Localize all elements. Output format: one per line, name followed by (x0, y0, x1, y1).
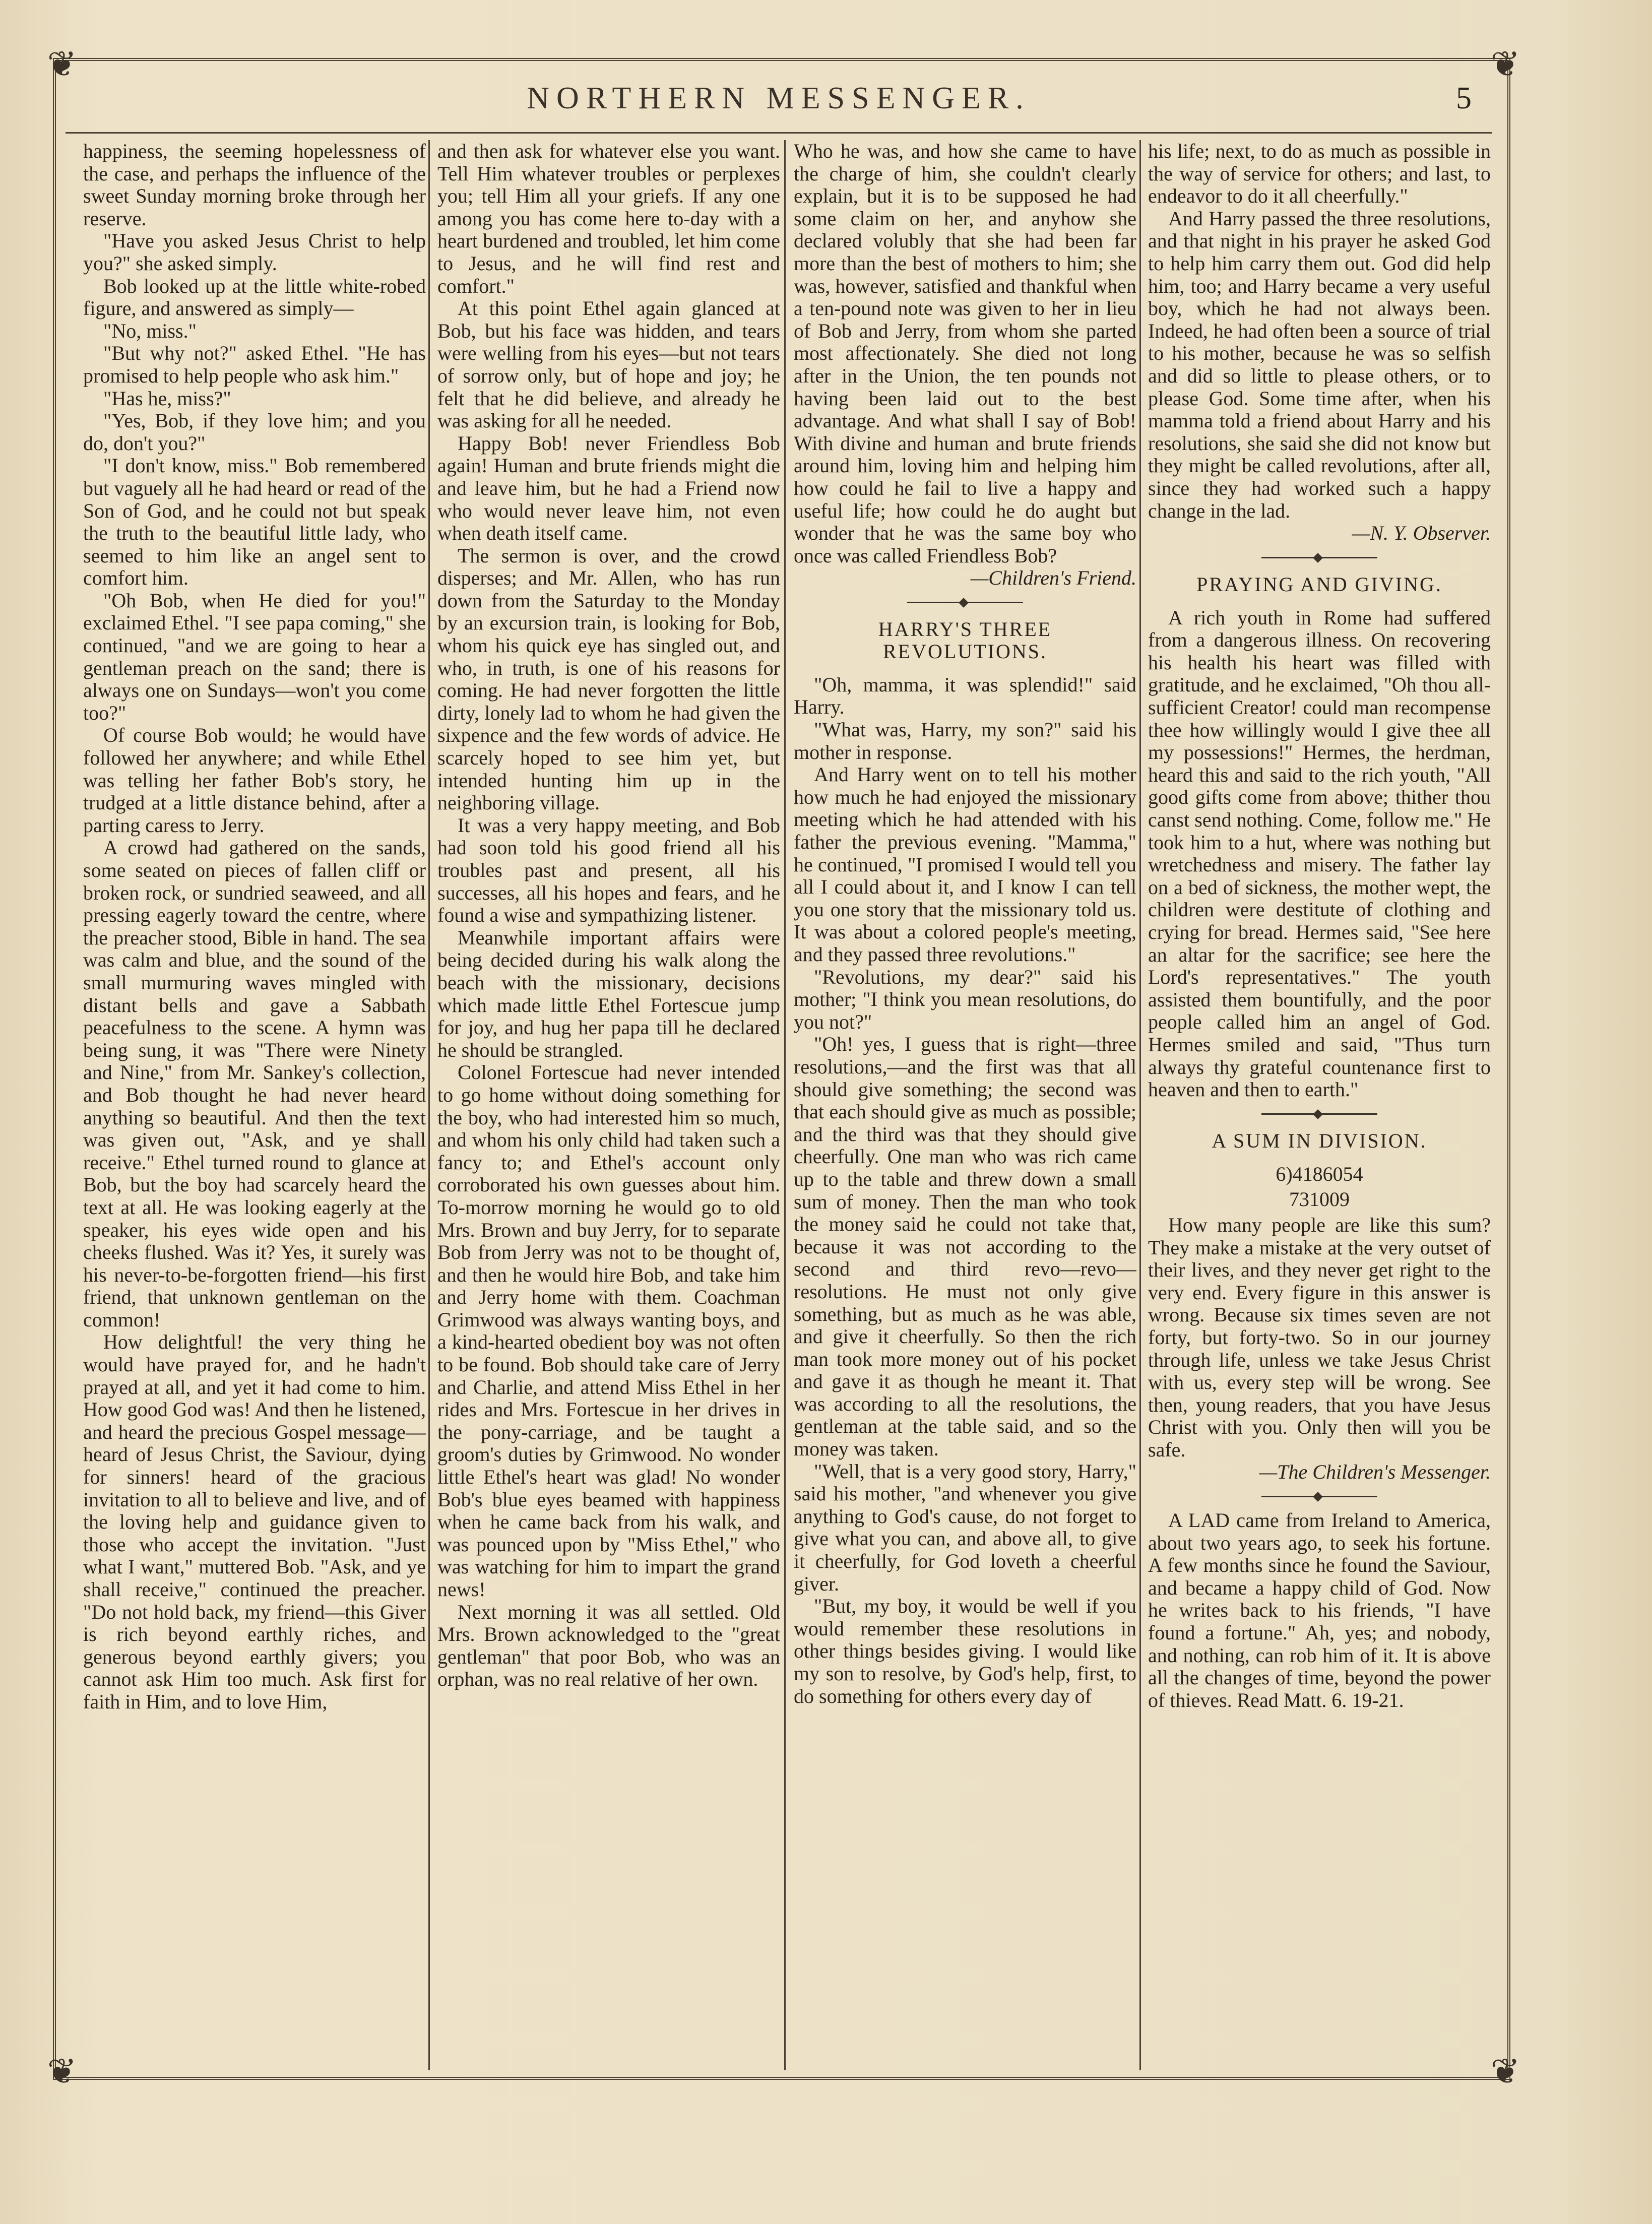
column-4 (1148, 140, 1491, 2070)
paragraph: happiness, the seeming hopelessness of the case, and perhaps the influence of the sweet Sunday morning broke through her reserve. (83, 140, 426, 230)
article-heading: PRAYING AND GIVING. (1196, 573, 1442, 596)
paragraph: Next morning it was all settled. Old Mrs. Brown acknowledged to the "great gentleman" that poor Bob, who was an orphan, was no real relative of her own. (437, 1600, 780, 1691)
paragraph: How delightful! the very thing he would have prayed for, and he hadn't prayed at all, and yet it had come to him. How good God was! And then he listened, and heard the precious Gospel message—heard of Jesus Christ, the Saviour, dying for sinners! heard of the gracious invitation to all to believe and live, and of the loving help and guidance given to those who accept the invitation. "Just what I want," muttered Bob. "Ask, and ye shall receive," continued the preacher. "Do not hold back, my friend—this Giver is rich beyond earthly riches, and generous beyond earthly givers; you cannot ask Him too much. Ask first for faith in Him, and to love Him, (83, 1330, 426, 1713)
masthead-title: NORTHERN MESSENGER. (527, 81, 1031, 115)
corner-ornament-top-right: ❦ (1490, 43, 1520, 85)
paragraph: "No, miss." (103, 319, 197, 342)
paragraph: "Have you asked Jesus Christ to help you?" she asked simply. (83, 229, 426, 275)
column-separator (784, 140, 786, 2070)
paragraph: How many people are like this sum? They make a mistake at the very outset of their lives, and they never get right to the very end. Every figure in this answer is wrong. Because six times seven are not forty, but forty-two. So in our journey through life, unless we take Jesus Christ with us, every step will be wrong. See then, young readers, that you have Jesus Christ with you. Only then will you be safe. (1148, 1213, 1491, 1461)
division-quotient: 731009 (1289, 1188, 1350, 1211)
corner-ornament-bottom-right: ❦ (1490, 2051, 1520, 2092)
paragraph: and then ask for whatever else you want. Tell Him whatever troubles or perplexes you; tell Him all your griefs. If any one among you has come here to-day with a heart burdened and troubled, let him come to Jesus, and he will find rest and comfort." (437, 140, 780, 297)
paragraph: A LAD came from Ireland to America, about two years ago, to seek his fortune. A few months since he found the Saviour, and became a happy child of God. Now he writes back to his friends, "I have found a fortune." Ah, yes; and nobody, and nothing, can rob him of it. It is above all the changes of time, beyond the power of thieves. Read Matt. 6. 19-21. (1148, 1509, 1491, 1711)
page-number: 5 (1456, 81, 1472, 115)
column-3 (794, 140, 1136, 2070)
paragraph: The sermon is over, and the crowd disperses; and Mr. Allen, who has run down from the Saturday to the Monday by an excursion train, is looking for Bob, whom his quick eye has singled out, and who, in truth, is one of his reasons for coming. He had never forgotten the little dirty, lonely lad to whom he had given the sixpence and the few words of advice. He scarcely hoped to see him yet, but intended hunting him up in the neighboring village. (437, 544, 780, 814)
paragraph: "Has he, miss?" (103, 387, 231, 410)
paragraph: A rich youth in Rome had suffered from a dangerous illness. On recovering his health his heart was filled with gratitude, and he exclaimed, "Oh thou all-sufficient Creator! could man recompense thee how willingly would I give thee all my possessions!" Hermes, the herdman, heard this and said to the rich youth, "All good gifts come from above; thither thou canst send nothing. Come, follow me." He took him to a hut, where was nothing but wretchedness and misery. The father lay on a bed of sickness, the mother wept, the children were destitute of clothing and crying for bread. Hermes said, "See here an altar for the sacrifice; see here the Lord's representatives." The youth assisted them bountifully, and the poor people called him an angel of God. Hermes smiled and said, "Thus turn always thy grateful countenance first to heaven and then to earth." (1148, 606, 1491, 1101)
corner-ornament-top-left: ❦ (47, 43, 77, 85)
column-separator (428, 140, 430, 2070)
division-problem: 6)4186054 (1276, 1162, 1363, 1185)
paragraph: And Harry passed the three resolutions, and that night in his prayer he asked God to help him carry them out. God did help him, too; and Harry became a very useful boy, which he had not always been. Indeed, he had often been a source of trial to his mother, because he was so selfish and did so little to please others, or to please God. Some time after, when his mamma told a friend about Harry and his resolutions, she said she did not know but they might be called revolutions, after all, since they had worked such a happy change in the lad. (1148, 207, 1491, 522)
paragraph: Colonel Fortescue had never intended to go home without doing something for the boy, who had interested him so much, and whom his only child had taken such a fancy to; and Ethel's account only corroborated his own guesses about him. To-morrow morning he would go to old Mrs. Brown and buy Jerry, for to separate Bob from Jerry was not to be thought of, and then he would hire Bob, and take him and Jerry home with them. Coachman Grimwood was always wanting boys, and a kind-hearted obedient boy was not often to be found. Bob should take care of Jerry and Charlie, and attend Miss Ethel in her rides and Mrs. Fortescue in her drives in the pony-carriage, and be taught a groom's duties by Grimwood. No wonder little Ethel's heart was glad! No wonder Bob's blue eyes beamed with happiness when he came back from his walk, and was pounced upon by "Miss Ethel," who was watching for him to impart the grand news! (437, 1061, 780, 1601)
page-header (66, 81, 1492, 136)
paragraph: "Yes, Bob, if they love him; and you do, don't you?" (83, 409, 426, 455)
paragraph: Of course Bob would; he would have followed her anywhere; and while Ethel was telling her father Bob's story, he trudged at a little distance behind, after a parting caress to Jerry. (83, 724, 426, 837)
paragraph: Bob looked up at the little white-robed figure, and answered as simply— (83, 274, 426, 320)
paragraph: "Oh Bob, when He died for you!" exclaimed Ethel. "I see papa coming," she continued, "and we are going to hear a gentleman preach on the sand; there is always one on Sundays—won't you come too?" (83, 589, 426, 724)
section-divider (907, 602, 1023, 603)
column-2 (437, 140, 780, 2070)
article-heading: HARRY'S THREE REVOLUTIONS. (878, 617, 1052, 663)
paragraph: "Oh! yes, I guess that is right—three resolutions,—and the first was that all should give something; the second was that each should give as much as possible; and the third was that they should give cheerfully. One man who was rich came up to the table and threw down a small sum of money. Then the man who took the money said he could not take that, because it was not according to the second and third revo—revo—resolutions. He must not only give something, but as much as he was able, and give it cheerfully. So then the rich man took more money out of his pocket and gave it as though he meant it. That was according to all the resolutions, the gentleman at the table said, and so the money was taken. (794, 1033, 1136, 1460)
paragraph: Happy Bob! never Friendless Bob again! Human and brute friends might die and leave him, but he had a Friend now who would never leave him, not even when death itself came. (437, 431, 780, 545)
column-separator (1139, 140, 1141, 2070)
source-credit: —The Children's Messenger. (1259, 1460, 1491, 1484)
section-divider (1261, 557, 1377, 558)
article-heading: A SUM IN DIVISION. (1212, 1129, 1427, 1152)
paragraph: "What was, Harry, my son?" said his mother in response. (794, 718, 1136, 764)
paragraph: his life; next, to do as much as possible in the way of service for others; and last, to endeavor to do it all cheerfully." (1148, 140, 1491, 208)
paragraph: Meanwhile important affairs were being decided during his walk along the beach with the missionary, decisions which made little Ethel Fortescue jump for joy, and hug her papa till he declared he should be strangled. (437, 926, 780, 1061)
paragraph: "I don't know, miss." Bob remembered but vaguely all he had heard or read of the Son of God, and he could not but speak the truth to the beautiful little lady, who seemed to him like an angel sent to comfort him. (83, 454, 426, 590)
paragraph: "But, my boy, it would be well if you would remember these resolutions in other things besides giving. I would like my son to resolve, by God's help, first, to do something for others every day of (794, 1595, 1136, 1707)
paragraph: "Oh, mamma, it was splendid!" said Harry. (794, 673, 1136, 719)
paragraph: "Well, that is a very good story, Harry," said his mother, "and whenever you give anything to God's cause, do not forget to give what you can, and above all, to give it cheerfully, for God loveth a cheerful giver. (794, 1459, 1136, 1595)
paragraph: "Revolutions, my dear?" said his mother; "I think you mean resolutions, do you not?" (794, 965, 1136, 1033)
source-credit: —Children's Friend. (970, 566, 1136, 590)
source-credit: —N. Y. Observer. (1352, 522, 1491, 545)
section-divider (1261, 1113, 1377, 1115)
header-rule (66, 132, 1492, 134)
paragraph: "But why not?" asked Ethel. "He has promised to help people who ask him." (83, 342, 426, 387)
paragraph: A crowd had gathered on the sands, some seated on pieces of fallen cliff or broken rock, or sundried seaweed, and all pressing eagerly toward the centre, where the preacher stood, Bible in hand. The sea was calm and blue, and the sound of the small murmuring waves mingled with distant bells and gave a Sabbath peacefulness to the scene. A hymn was being sung, it was "There were Ninety and Nine," from Mr. Sankey's collection, and Bob thought he had never heard anything so beautiful. And then the text was given out, "Ask, and ye shall receive." Ethel turned round to glance at Bob, but the boy had scarcely heard the text at all. He was looking eagerly at the speaker, his eyes wide open and his cheeks flushed. Was it? Yes, it surely was his never-to-be-forgotten friend—his first friend, that unknown gentleman on the common! (83, 836, 426, 1331)
paragraph: Who he was, and how she came to have the charge of him, she couldn't clearly explain, but it is to be supposed he had some claim on her, and anyhow she declared volubly that she had been far more than the best of mothers to him; she was, however, satisfied and thankful when a ten-pound note was given to her in lieu of Bob and Jerry, from whom she parted most affectionately. She died not long after in the Union, the ten pounds not having been laid out to the best advantage. And what shall I say of Bob! With divine and human and brute friends around him, loving him and helping him how could he fail to live a happy and useful life; how could he do aught but wonder that he was the same boy who once was called Friendless Bob? (794, 140, 1136, 567)
paragraph: And Harry went on to tell his mother how much he had enjoyed the missionary meeting which he had attended with his father the previous evening. "Mamma," he continued, "I promised I would tell you all I could about it, and I know I can tell you one story that the missionary told us. It was about a colored people's meeting, and they passed three revolutions." (794, 763, 1136, 966)
corner-ornament-bottom-left: ❦ (47, 2051, 77, 2092)
paragraph: At this point Ethel again glanced at Bob, but his face was hidden, and tears were welling from his eyes—but not tears of sorrow only, but of hope and joy; he felt that he did believe, and already he was asking for all he needed. (437, 297, 780, 432)
section-divider (1261, 1496, 1377, 1497)
paragraph: It was a very happy meeting, and Bob had soon told his good friend all his troubles past and present, all his successes, all his hopes and fears, and he found a wise and sympathizing listener. (437, 813, 780, 927)
column-1 (83, 140, 426, 2070)
